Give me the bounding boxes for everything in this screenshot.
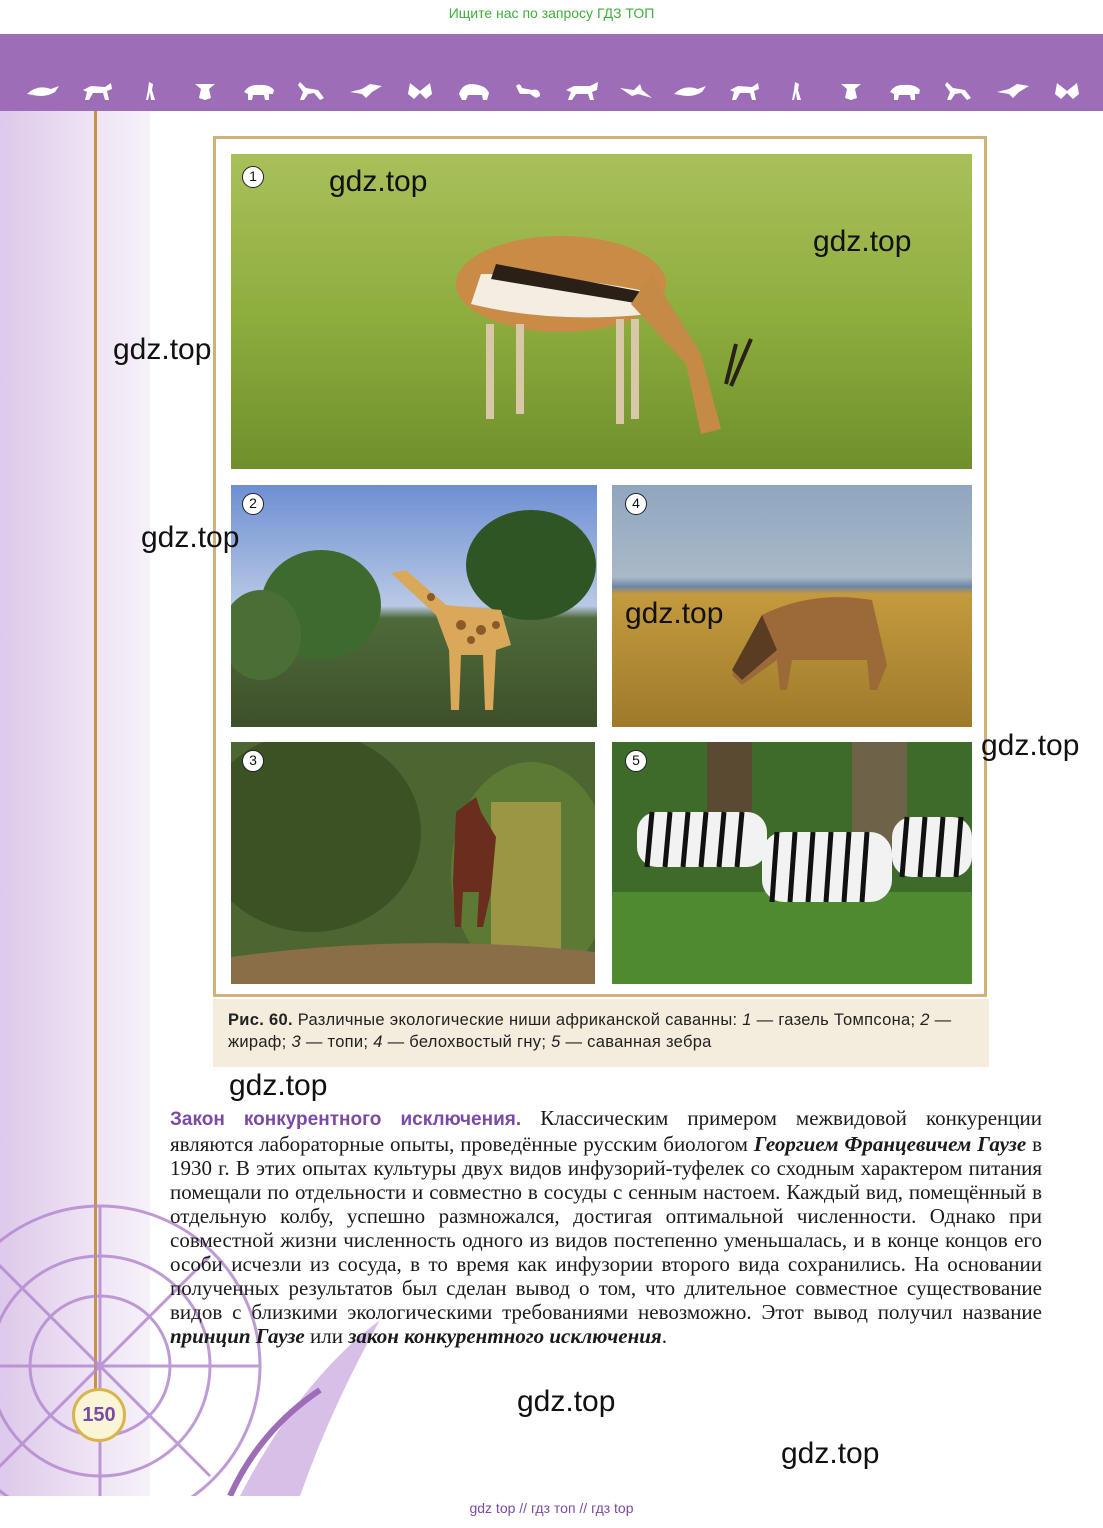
paragraph-text: или [310,1324,343,1348]
page-number: 150 [72,1388,126,1442]
watermark: gdz.top [517,1385,616,1418]
term-gause-principle: принцип Гаузе [170,1324,305,1348]
caption-item-number: 3 [291,1033,301,1051]
animal-silhouette-strip [25,74,1085,108]
caption-item-number: 5 [551,1033,561,1051]
bird-icon [133,80,169,102]
search-note: Ищите нас по запросу ГДЗ ТОП [448,5,655,21]
watermark: gdz.top [781,1437,880,1470]
chapter-banner [0,34,1103,111]
boar-icon [241,80,277,102]
caption-text: Различные экологические ниши африканской саванны: [297,1011,738,1029]
boar-icon [887,80,923,102]
topi-photo [231,742,595,984]
photo-number-badge: 3 [242,750,264,772]
scorpion-icon [510,80,546,102]
dolphin-icon [25,80,61,102]
paragraph-text: Классическим примером межвидовой конкуренции являются лабораторные опыты, проведённые русским биологом [170,1106,1043,1156]
gazelle-photo [231,154,972,469]
figure-frame [213,136,987,997]
main-paragraph [170,1106,1042,1348]
term-competitive-exclusion: закон конкурентного исключения [348,1324,662,1348]
caption-item-number: 1 [742,1011,752,1029]
pterodactyl-icon [618,80,654,102]
bird-icon [779,80,815,102]
butterfly-icon [1049,80,1085,102]
watermark: gdz.top [625,597,724,630]
caption-item-number: 2 [920,1011,930,1029]
watermark: gdz.top [813,225,912,258]
scientist-name: Георгием Францевичем Гаузе [753,1132,1027,1156]
caption-item-name: саванная зебра [587,1033,712,1051]
watermark: gdz.top [329,165,428,198]
footer-links: gdz top // гдз топ // гдз top [469,1500,634,1516]
photo-number-badge: 5 [625,750,647,772]
section-heading: Закон конкурентного исключения. [170,1109,522,1130]
caption-label: Рис. 60. [228,1011,293,1029]
dolphin-icon [672,80,708,102]
watermark: gdz.top [229,1069,328,1102]
giraffe-photo [231,485,597,727]
deer-icon [294,80,330,102]
bird-icon [348,80,384,102]
zebra-photo [612,742,972,984]
watermark: gdz.top [141,521,240,554]
caption-item-name: газель Томпсона; [778,1011,916,1029]
bison-icon [456,80,492,102]
bird-icon [995,80,1031,102]
paragraph-text: . [661,1324,667,1348]
insect-icon [833,80,869,102]
insect-icon [187,80,223,102]
caption-item-name: белохвостый гну; [409,1033,547,1051]
wolf-icon [79,80,115,102]
caption-item-number: 4 [373,1033,383,1051]
watermark: gdz.top [981,729,1080,762]
watermark: gdz.top [113,333,212,366]
wolf-icon [726,80,762,102]
horse-icon [564,80,600,102]
photo-number-badge: 4 [625,493,647,515]
figure-caption: Рис. 60. Различные экологические ниши африканской саванны: 1 — газель Томпсона; 2 — жираф; 3 — топи; 4 — белохвостый гну; 5 — саванная зебра [213,999,989,1067]
deer-icon [941,80,977,102]
paragraph-text: в 1930 г. В этих опытах культуры двух видов инфузорий-туфелек со сходным характером питания помещали по отдельности и совместно в сосуды с сенным настоем. Каждый вид, помещённый в отдельную колбу, успешно размножался, достигая оптимальной численности. Однако при совместной жизни численность одного из видов постепенно уменьшалась, и в конце концов его особи исчезли из сосуда, в то время как инфузории второго вида сохранились. На основании полученных результатов был сделан вывод о том, что длительное совместное существование видов с близкими экологическими требованиями невозможно. Этот вывод получил название [170,1132,1043,1324]
butterfly-icon [402,80,438,102]
photo-number-badge: 2 [242,493,264,515]
caption-item-name: топи; [327,1033,369,1051]
caption-item-name: жираф; [228,1033,287,1051]
photo-number-badge: 1 [242,166,264,188]
